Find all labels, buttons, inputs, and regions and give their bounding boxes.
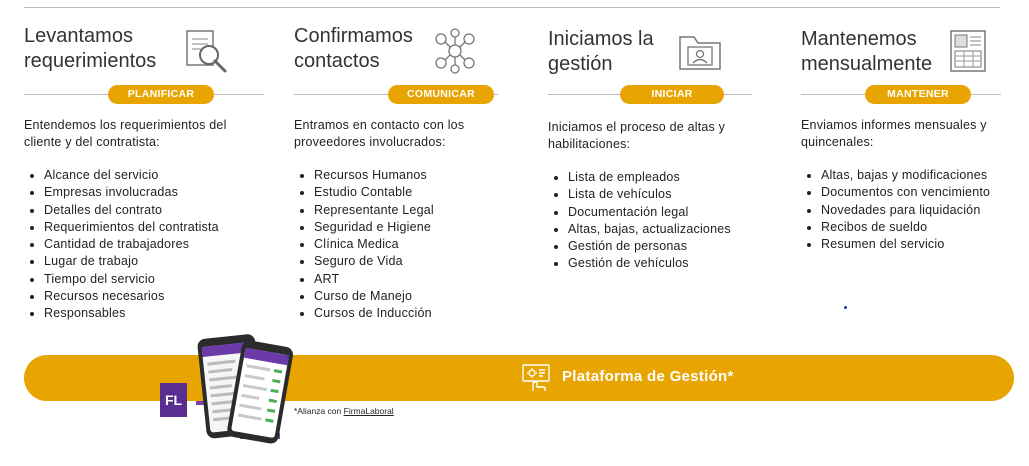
phase-badge: PLANIFICAR — [108, 85, 214, 104]
step-heading: Confirmamos contactos — [294, 25, 413, 72]
list-item: Seguro de Vida — [314, 253, 434, 270]
list-item: Responsables — [44, 305, 219, 322]
document-search-icon — [181, 27, 229, 75]
contacts-network-icon — [431, 27, 479, 75]
list-item: Novedades para liquidación — [821, 202, 990, 219]
step-iniciar — [548, 0, 778, 340]
list-item: ART — [314, 271, 434, 288]
list-item: Recibos de sueldo — [821, 219, 990, 236]
step-intro: Entramos en contacto con los proveedores involucrados: — [294, 118, 465, 149]
list-item: Detalles del contrato — [44, 202, 219, 219]
platform-label: Plataforma de Gestión* — [562, 368, 734, 385]
step-comunicar — [294, 0, 524, 340]
list-item: Lista de empleados — [568, 169, 731, 186]
step-items — [548, 169, 731, 273]
step-items — [801, 167, 990, 253]
list-item: Estudio Contable — [314, 184, 434, 201]
step-mantener — [801, 0, 1011, 340]
list-item: Lista de vehículos — [568, 186, 731, 203]
step-heading: Iniciamos la gestión — [548, 28, 654, 75]
decorative-dot — [844, 306, 847, 309]
list-item: Tiempo del servicio — [44, 271, 219, 288]
step-heading: Mantenemos mensualmente — [801, 28, 933, 75]
step-items — [294, 167, 434, 323]
list-item: Representante Legal — [314, 202, 434, 219]
report-document-icon — [945, 27, 993, 75]
list-item: Recursos necesarios — [44, 288, 219, 305]
list-item: Documentos con vencimiento — [821, 184, 990, 201]
list-item: Lugar de trabajo — [44, 253, 219, 270]
phase-badge: COMUNICAR — [388, 85, 494, 104]
list-item: Alcance del servicio — [44, 167, 219, 184]
firmalaboral-logo: FL — [160, 383, 187, 417]
list-item: Recursos Humanos — [314, 167, 434, 184]
folder-id-icon — [676, 27, 724, 75]
step-items — [24, 167, 219, 323]
list-item: Curso de Manejo — [314, 288, 434, 305]
list-item: Seguridad e Higiene — [314, 219, 434, 236]
list-item: Altas, bajas y modificaciones — [821, 167, 990, 184]
list-item: Cursos de Inducción — [314, 305, 434, 322]
list-item: Empresas involucradas — [44, 184, 219, 201]
list-item: Clínica Medica — [314, 236, 434, 253]
step-intro: Iniciamos el proceso de altas y habilitaciones: — [548, 120, 726, 151]
list-item: Gestión de personas — [568, 238, 731, 255]
phase-badge: INICIAR — [620, 85, 724, 104]
step-heading: Levantamos requerimientos — [24, 25, 157, 72]
list-item: Resumen del servicio — [821, 236, 990, 253]
list-item: Altas, bajas, actualizaciones — [568, 221, 731, 238]
list-item: Cantidad de trabajadores — [44, 236, 219, 253]
alliance-brand-link[interactable]: FirmaLaboral — [343, 406, 394, 416]
alliance-prefix: *Alianza con — [294, 406, 344, 416]
gear-hand-icon — [521, 363, 551, 393]
step-intro: Entendemos los requerimientos del cliente y del contratista: — [24, 118, 227, 149]
list-item: Requerimientos del contratista — [44, 219, 219, 236]
list-item: Gestión de vehículos — [568, 255, 731, 272]
step-intro: Enviamos informes mensuales y quincenales: — [801, 118, 987, 149]
phase-badge: MANTENER — [865, 85, 971, 104]
list-item: Documentación legal — [568, 204, 731, 221]
step-planificar — [24, 0, 264, 340]
alliance-note — [294, 406, 394, 416]
